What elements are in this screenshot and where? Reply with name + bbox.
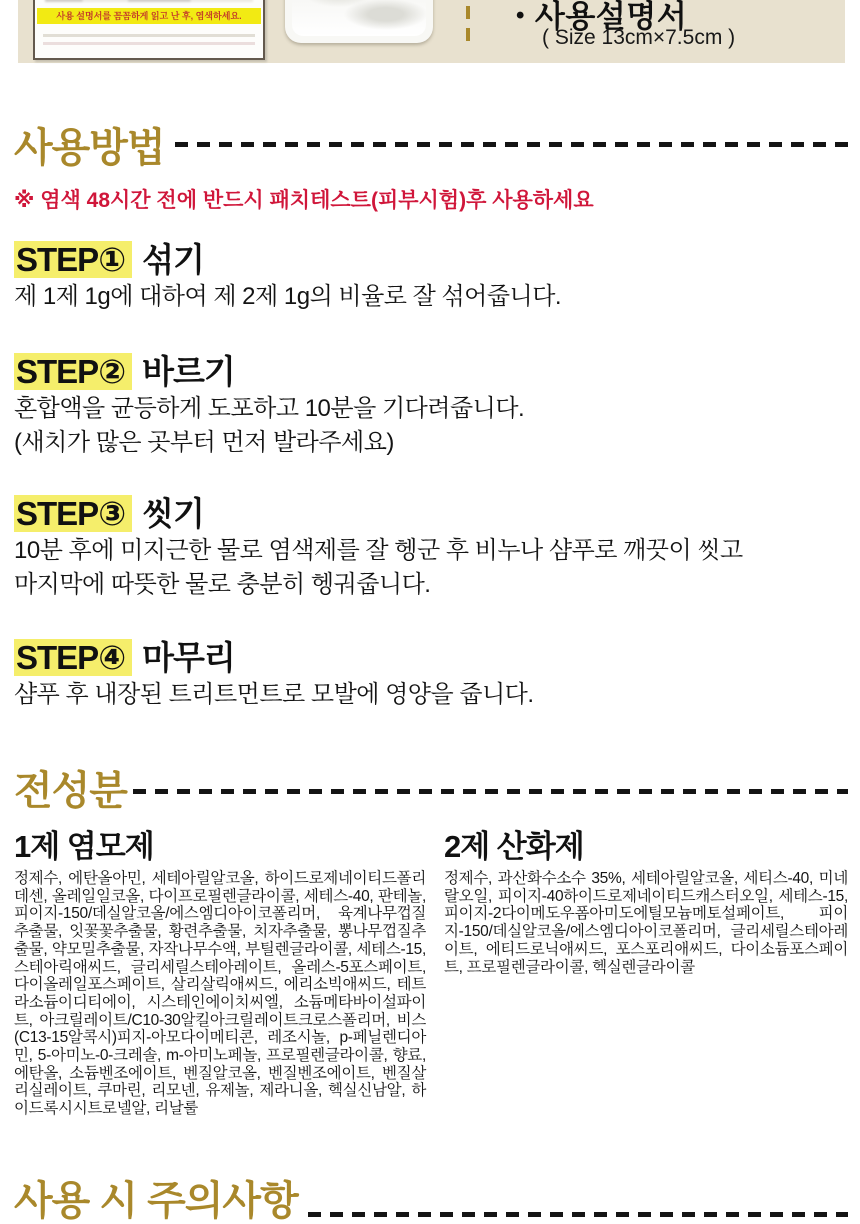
step-4-heading: [14, 639, 846, 676]
step-4-finishing: [14, 639, 846, 710]
step-1-mixing: [14, 241, 846, 312]
caution-title: 사용 시 주의사항: [14, 1178, 298, 1223]
product-photo-banner: [18, 0, 845, 63]
step-2-badge: STEP②: [14, 353, 132, 390]
step-3-heading: [14, 495, 846, 532]
step-3-rinsing: [14, 495, 846, 600]
step-1-badge: STEP①: [14, 241, 132, 278]
ingredients-column-dye: [14, 830, 426, 1118]
ingredients-title: 전성분: [14, 769, 127, 813]
step-1-title: 섞기: [142, 241, 204, 278]
bullet-icon: •: [516, 2, 525, 29]
step-3-description: 10분 후에 미지근한 물로 염색제를 잘 헹군 후 비누나 샴푸로 깨끗이 씻고: [14, 537, 743, 564]
usage-section-header: [14, 125, 848, 171]
step-3-badge: STEP③: [14, 495, 132, 532]
patch-test-warning: ※ 염색 48시간 전에 반드시 패치테스트(피부시험)후 사용하세요: [14, 189, 594, 212]
mixing-tray-photo: [285, 0, 433, 43]
ingredients-column-oxidizer: [444, 830, 848, 1118]
usage-title: 사용방법: [14, 126, 165, 170]
step-2-title: 바르기: [142, 353, 235, 390]
leaflet-decor-line: [43, 42, 255, 45]
step-1-description: 제 1제 1g에 대하여 제 2제 1g의 비율로 잘 섞어줍니다.: [14, 283, 562, 310]
dye-column-heading: 1제 염모제: [14, 829, 154, 864]
step-2-description: (새치가 많은 곳부터 먼저 발라주세요): [14, 429, 394, 456]
description-content: [0, 63, 860, 1224]
dashed-rule: [175, 142, 848, 147]
divider-dash: [466, 28, 470, 41]
step-1-heading: [14, 241, 846, 278]
step-2-heading: [14, 353, 846, 390]
tray-cream-swirl: [292, 0, 426, 36]
leaflet-decor-line: [43, 34, 255, 37]
step-4-badge: STEP④: [14, 639, 132, 676]
step-2-description: 혼합액을 균등하게 도포하고 10분을 기다려줍니다.: [14, 395, 525, 422]
leaflet-highlight-note: 사용 설명서를 꼼꼼하게 읽고 난 후, 염색하세요.: [37, 8, 261, 24]
ingredients-columns: [14, 830, 848, 1118]
oxidizer-ingredient-list: 정제수, 과산화수소수 35%, 세테아릴알코올, 세티스-40, 미네랄오일, 피이지-40하이드로제네이티드캐스터오일, 세테스-15, 피이지-2다이메도우폼아미도에틸모늄메토설페이트, 피이지-150/데실알코올/에스엠디아이코폴리머, 글리세릴스테아레이트, 에티드로닉애씨드, 포스포리애씨드, 다이소듐포스페이트, 프로필렌글라이콜, 헥실렌글라이콜: [444, 870, 848, 976]
dye-ingredient-list: 정제수, 에탄올아민, 세테아릴알코올, 하이드로제네이티드폴리데센, 올레일일코올, 다이프로필렌글라이콜, 세테스-40, 판테놀, 피이지-150/데실알코올/에스엠디아이코폴리머, 육계나무껍질추출물, 잇꽃꽃추출물, 황련추출물, 치자추출물, 뽕나무껍질추출물, 약모밀추출물, 자작나무수액, 부틸렌글라이콜, 세테스-15, 스테아릭애씨드, 글리세릴스테아레이트, 올레스-5포스페이트, 다이올레일포스페이트, 살리살릭애씨드, 에리소빅애씨드, 테트라소듐이디티에이, 시스테인에이치씨엘, 소듐메타바이설파이트, 아크릴레이트/C10-30알킬아크릴레이트크로스폴리머, 비스(C13-15알콕시)피지-아모다이메티콘, 레조시놀, p-페닐렌디아민, 5-아미노-0-크레솔, m-아미노페놀, 프로필렌글라이콜, 향료, 에탄올, 소듐벤조에이트, 벤질알코올, 벤질벤조에이트, 벤질살리실레이트, 쿠마린, 리모넨, 유제놀, 제라니올, 헥실신남알, 하이드록시시트로넬알, 리날룰: [14, 870, 426, 1118]
instruction-leaflet-photo: [33, 0, 265, 60]
step-4-description: 샴푸 후 내장된 트리트먼트로 모발에 영양을 줍니다.: [14, 681, 534, 708]
step-3-title: 씻기: [142, 495, 204, 532]
step-3-description: 마지막에 따뜻한 물로 충분히 헹궈줍니다.: [14, 571, 431, 598]
oxidizer-column-heading: 2제 산화제: [444, 829, 584, 864]
leaflet-cropped-text: [45, 0, 253, 2]
caution-section-header: [14, 1178, 848, 1224]
divider-dash: [466, 6, 470, 19]
step-2-applying: [14, 353, 846, 458]
step-4-title: 마무리: [142, 639, 235, 676]
banner-item-text: 사용설명서: [534, 0, 688, 34]
dashed-rule: [308, 1212, 848, 1217]
ingredients-section-header: [14, 768, 848, 814]
banner-item-size: ( Size 13cm×7.5cm ): [542, 26, 736, 49]
dashed-rule: [133, 789, 848, 794]
vertical-dashed-divider: [466, 6, 470, 41]
